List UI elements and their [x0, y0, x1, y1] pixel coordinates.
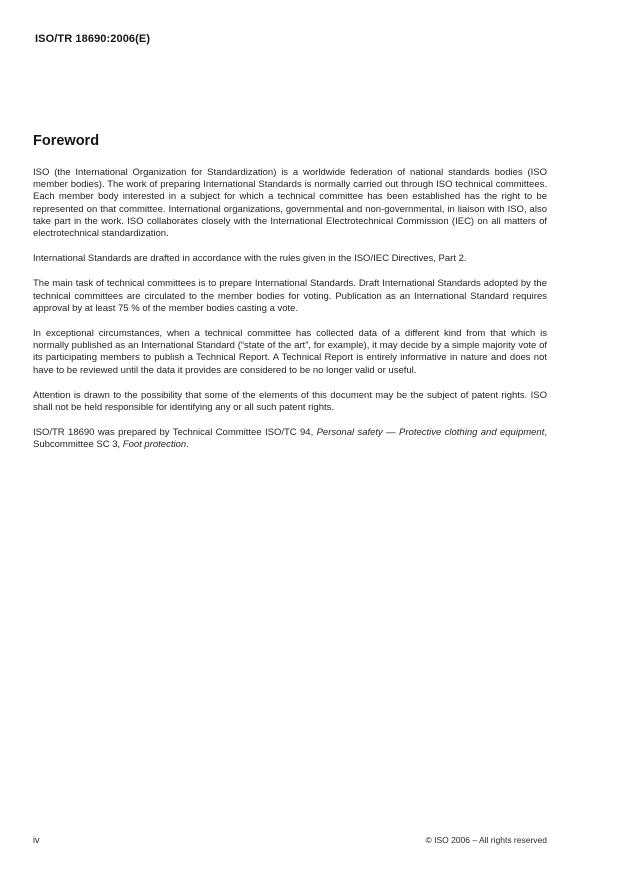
text-run: ISO (the International Organization for Standardization) is a worldwide federation of national standards bodies (ISO member bodies). The work of preparing International Standards is normally carried out through ISO technical committees. Each member body interested in a subject for which a technical committee has been established has the right to be represented on that committee. International organizations, governmental and non-governmental, in liaison with ISO, also take part in the work. ISO collaborates closely with the International Electrotechnical Commission (IEC) on all matters of electrotechnical standardization. [33, 167, 547, 240]
paragraph-patent-rights [33, 390, 547, 414]
text-run: ISO/TR 18690 was prepared by Technical Committee ISO/TC 94, [33, 427, 317, 439]
page-number: iv [33, 835, 40, 845]
paragraph-technical-report [33, 328, 547, 377]
paragraph-iso-federation [33, 167, 547, 240]
copyright-notice: © ISO 2006 – All rights reserved [425, 835, 547, 845]
text-run: The main task of technical committees is to prepare International Standards. Draft International Standards adopted by the technical committees are circulated to the member bodies for voting. Publication as an International Standard requires approval by at least 75 % of the member bodies casting a vote. [33, 278, 547, 314]
foreword-section [33, 133, 547, 465]
paragraph-committee [33, 427, 547, 451]
text-run: International Standards are drafted in accordance with the rules given in the ISO/IEC Directives, Part 2. [33, 253, 467, 265]
text-run-italic: Personal safety — Protective clothing and equipment [316, 427, 545, 439]
text-run-italic: Foot protection [122, 439, 187, 451]
text-run: Attention is drawn to the possibility that some of the elements of this document may be the subject of patent rights. ISO shall not be held responsible for identifying any or all such patent rights. [33, 389, 547, 414]
page-footer [33, 835, 547, 845]
text-run: . [186, 439, 189, 451]
foreword-title: Foreword [33, 133, 100, 149]
paragraph-main-task [33, 278, 547, 315]
text-run: In exceptional circumstances, when a technical committee has collected data of a different kind from that which is normally published as an International Standard (“state of the art”, for example), it may decide by a simple majority vote of its participating members to publish a Technical Report. A Technical Report is entirely informative in nature and does not have to be reviewed until the data it provides are considered to be no longer valid or useful. [33, 328, 547, 376]
text-run: , Subcommittee SC 3, [33, 427, 547, 451]
paragraph-directives [33, 253, 547, 265]
running-header: ISO/TR 18690:2006(E) [35, 33, 151, 45]
